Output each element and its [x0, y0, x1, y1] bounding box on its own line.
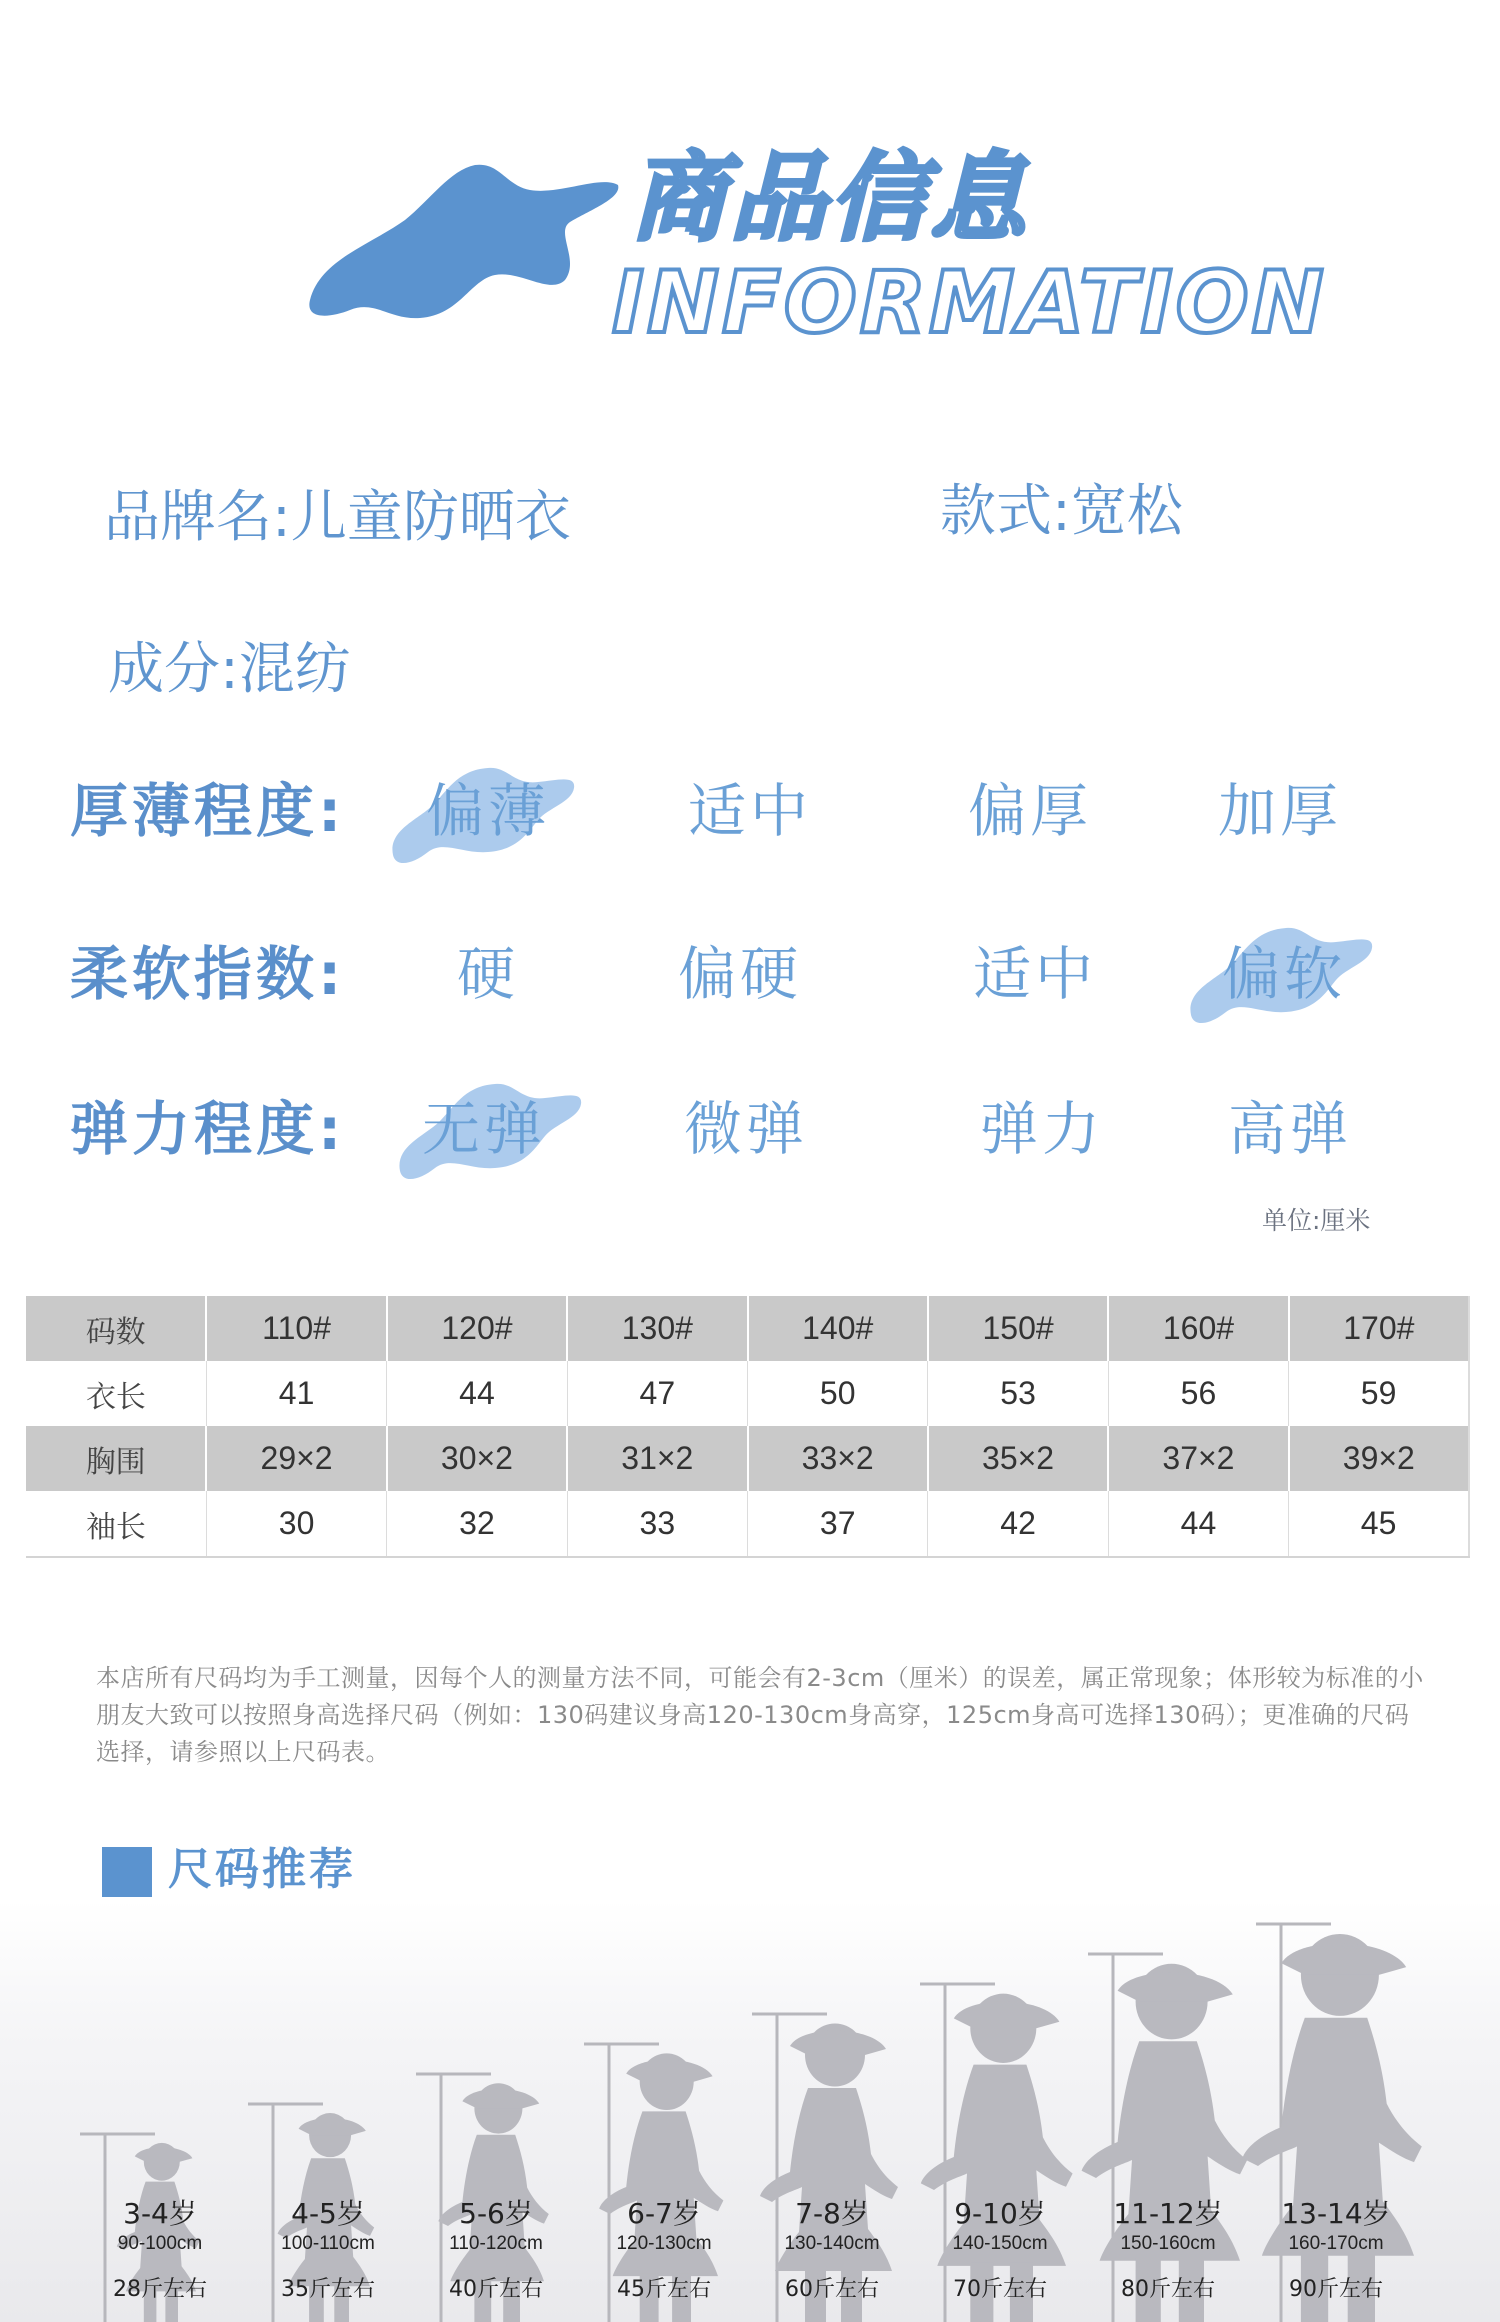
size-note: 本店所有尺码均为手工测量，因每个人的测量方法不同，可能会有2-3cm（厘米）的误差，属正常现象；体形较为标准的小朋友大致可以按照身高选择尺码（例如：130码建议身高120-130cm身高穿，125cm身高可选择130码）；更准确的尺码选择，请参照以上尺码表。: [96, 1664, 1424, 1766]
size-recommend-item: [411, 2197, 581, 2302]
table-row: [26, 1491, 1469, 1557]
table-cell: 30×2: [387, 1426, 567, 1491]
recommend-age: 5-6岁: [459, 2197, 533, 2230]
elasticity-option: 微弹: [683, 1095, 808, 1163]
size-recommend-item: [1083, 2197, 1253, 2302]
table-cell: 33: [567, 1491, 747, 1557]
size-recommend-title: 尺码推荐: [168, 1844, 356, 1895]
header-title-en: INFORMATION: [612, 253, 1327, 353]
recommend-age: 9-10岁: [954, 2197, 1046, 2230]
elasticity-label: 弹力程度:: [70, 1095, 346, 1163]
size-recommend-item: [1251, 2197, 1421, 2302]
recommend-age: 6-7岁: [627, 2197, 701, 2230]
table-cell: 130#: [567, 1296, 747, 1361]
elasticity-option: 弹力: [979, 1095, 1104, 1163]
size-recommend-item: [75, 2197, 245, 2302]
recommend-age: 13-14岁: [1281, 2197, 1391, 2230]
table-cell: 59: [1289, 1361, 1469, 1426]
table-cell: 41: [206, 1361, 386, 1426]
recommend-weight: 45斤左右: [617, 2277, 711, 2302]
recommend-weight: 80斤左右: [1121, 2277, 1215, 2302]
softness-option: 适中: [972, 940, 1097, 1008]
table-cell: 53: [928, 1361, 1108, 1426]
table-cell: 37×2: [1108, 1426, 1288, 1491]
size-recommend-item: [243, 2197, 413, 2302]
header-title-cn: 商品信息: [630, 142, 1030, 254]
recommend-height: 120-130cm: [616, 2233, 712, 2254]
table-cell: 袖长: [26, 1491, 206, 1557]
recommend-weight: 35斤左右: [281, 2277, 375, 2302]
table-cell: 42: [928, 1491, 1108, 1557]
recommend-height: 140-150cm: [952, 2233, 1048, 2254]
recommend-height: 130-140cm: [784, 2233, 880, 2254]
table-cell: 33×2: [748, 1426, 928, 1491]
table-cell: 胸围: [26, 1426, 206, 1491]
softness-option: 偏硬: [677, 940, 802, 1008]
table-cell: 码数: [26, 1296, 206, 1361]
table-cell: 35×2: [928, 1426, 1108, 1491]
table-cell: 56: [1108, 1361, 1288, 1426]
thickness-label: 厚薄程度:: [70, 777, 346, 845]
table-cell: 29×2: [206, 1426, 386, 1491]
recommend-height: 90-100cm: [117, 2233, 203, 2254]
material-info: 成分:混纺: [108, 637, 351, 702]
size-recommend-item: [915, 2197, 1085, 2302]
brand-info: 品牌名:儿童防晒衣: [104, 485, 571, 550]
thickness-option: 偏厚: [967, 777, 1092, 845]
table-cell: 30: [206, 1491, 386, 1557]
table-row: [26, 1426, 1469, 1491]
table-cell: 120#: [387, 1296, 567, 1361]
splash-logo-icon: [300, 150, 620, 330]
table-cell: 衣长: [26, 1361, 206, 1426]
section-marker-icon: [102, 1847, 152, 1897]
table-cell: 39×2: [1289, 1426, 1469, 1491]
recommend-age: 4-5岁: [291, 2197, 365, 2230]
thickness-option: 适中: [687, 777, 812, 845]
table-cell: 160#: [1108, 1296, 1288, 1361]
table-cell: 140#: [748, 1296, 928, 1361]
table-cell: 150#: [928, 1296, 1108, 1361]
table-row: [26, 1361, 1469, 1426]
elasticity-option: 无弹: [421, 1095, 546, 1163]
recommend-height: 150-160cm: [1120, 2233, 1216, 2254]
recommend-weight: 90斤左右: [1289, 2277, 1383, 2302]
recommend-height: 100-110cm: [281, 2233, 375, 2254]
table-cell: 31×2: [567, 1426, 747, 1491]
table-cell: 44: [1108, 1491, 1288, 1557]
table-cell: 110#: [206, 1296, 386, 1361]
recommend-weight: 70斤左右: [953, 2277, 1047, 2302]
recommend-weight: 28斤左右: [113, 2277, 207, 2302]
recommend-height: 110-120cm: [449, 2233, 543, 2254]
size-table: [26, 1296, 1470, 1558]
unit-label: 单位:厘米: [1262, 1206, 1371, 1235]
table-cell: 50: [748, 1361, 928, 1426]
style-info: 款式:宽松: [940, 479, 1183, 544]
table-row: [26, 1296, 1469, 1361]
elasticity-option: 高弹: [1227, 1095, 1352, 1163]
table-cell: 47: [567, 1361, 747, 1426]
table-cell: 45: [1289, 1491, 1469, 1557]
size-recommend-item: [579, 2197, 749, 2302]
thickness-option: 加厚: [1217, 777, 1342, 845]
table-cell: 37: [748, 1491, 928, 1557]
softness-label: 柔软指数:: [70, 940, 346, 1008]
recommend-height: 160-170cm: [1288, 2233, 1384, 2254]
table-cell: 44: [387, 1361, 567, 1426]
size-recommend-item: [747, 2197, 917, 2302]
recommend-age: 11-12岁: [1113, 2197, 1223, 2230]
thickness-option: 偏薄: [425, 777, 550, 845]
softness-option: 偏软: [1221, 940, 1346, 1008]
recommend-age: 7-8岁: [795, 2197, 869, 2230]
recommend-weight: 60斤左右: [785, 2277, 879, 2302]
softness-option: 硬: [456, 940, 519, 1008]
recommend-weight: 40斤左右: [449, 2277, 543, 2302]
recommend-age: 3-4岁: [123, 2197, 197, 2230]
table-cell: 32: [387, 1491, 567, 1557]
table-cell: 170#: [1289, 1296, 1469, 1361]
